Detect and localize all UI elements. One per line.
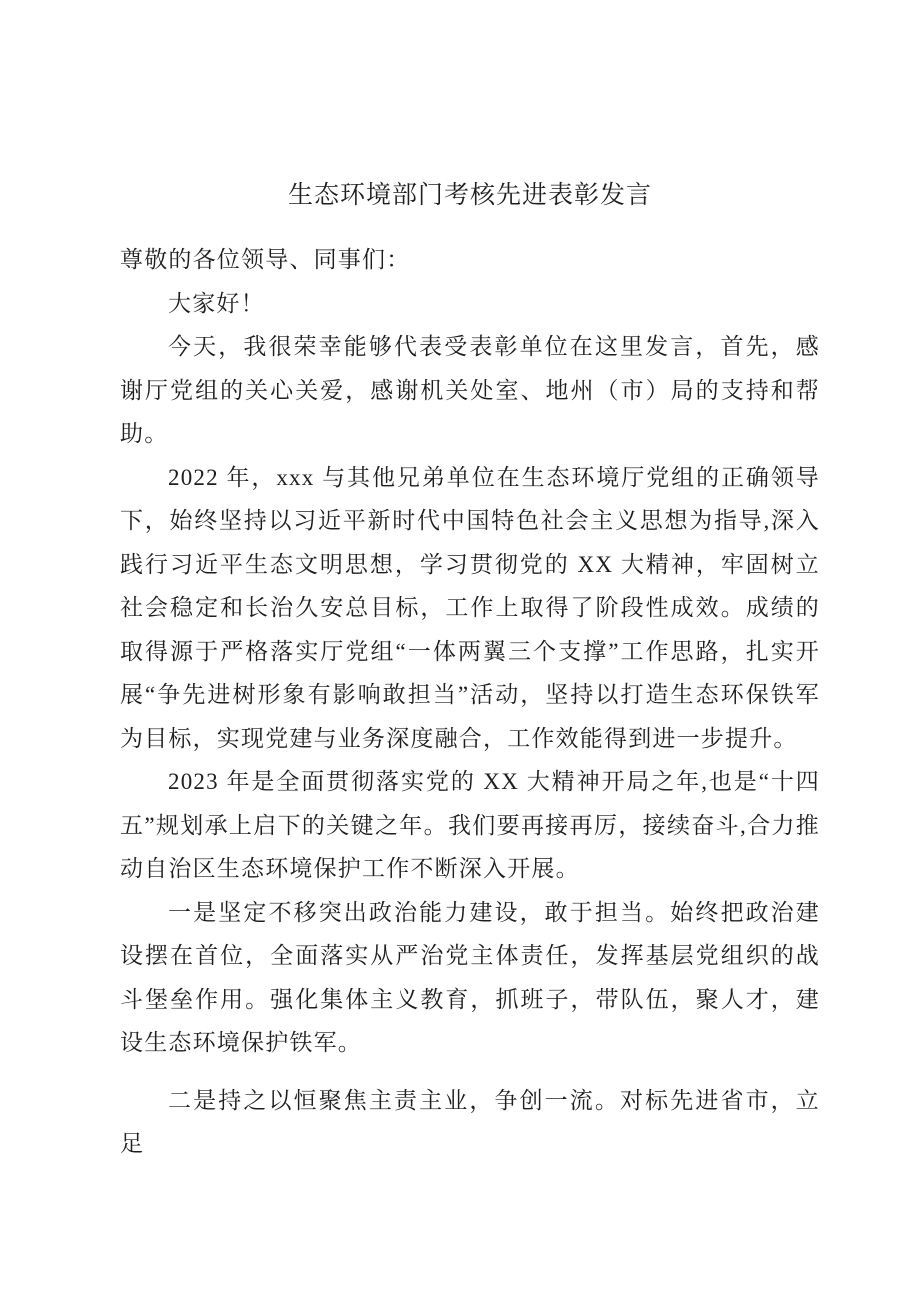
paragraph-point-one: 一是坚定不移突出政治能力建设，敢于担当。始终把政治建设摆在首位，全面落实从严治党主体责任，发挥基层党组织的战斗堡垒作用。强化集体主义教育，抓班子，带队伍，聚人才，建设生态环境保护铁军。	[120, 899, 820, 1055]
paragraph-thanks: 今天，我很荣幸能够代表受表彰单位在这里发言，首先，感谢厅党组的关心关爱，感谢机关处室、地州（市）局的支持和帮助。	[120, 334, 820, 446]
salutation: 尊敬的各位领导、同事们：	[120, 247, 411, 272]
paragraph-point-two: 二是持之以恒聚焦主责主业，争创一流。对标先进省市，立足	[120, 1087, 820, 1156]
document-title: 生态环境部门考核先进表彰发言	[287, 182, 652, 209]
greeting: 大家好！	[168, 290, 265, 316]
paragraph-2022-review: 2022 年，xxx 与其他兄弟单位在生态环境厅党组的正确领导下，始终坚持以习近平新时代中国特色社会主义思想为指导,深入践行习近平生态文明思想，学习贯彻党的 XX 大精神，牢固树立社会稳定和长治久安总目标，工作上取得了阶段性成效。成绩的取得源于严格落实厅党组“一体两翼三个支撑”工作思路，扎实开展“争先进树形象有影响敢担当”活动，坚持以打造生态环保铁军为目标，实现党建与业务深度融合，工作效能得到进一步提升。	[120, 464, 820, 751]
paragraph-2023-outlook: 2023 年是全面贯彻落实党的 XX 大精神开局之年,也是“十四五”规划承上启下的关键之年。我们要再接再厉，接续奋斗,合力推动自治区生态环境保护工作不断深入开展。	[120, 769, 820, 881]
